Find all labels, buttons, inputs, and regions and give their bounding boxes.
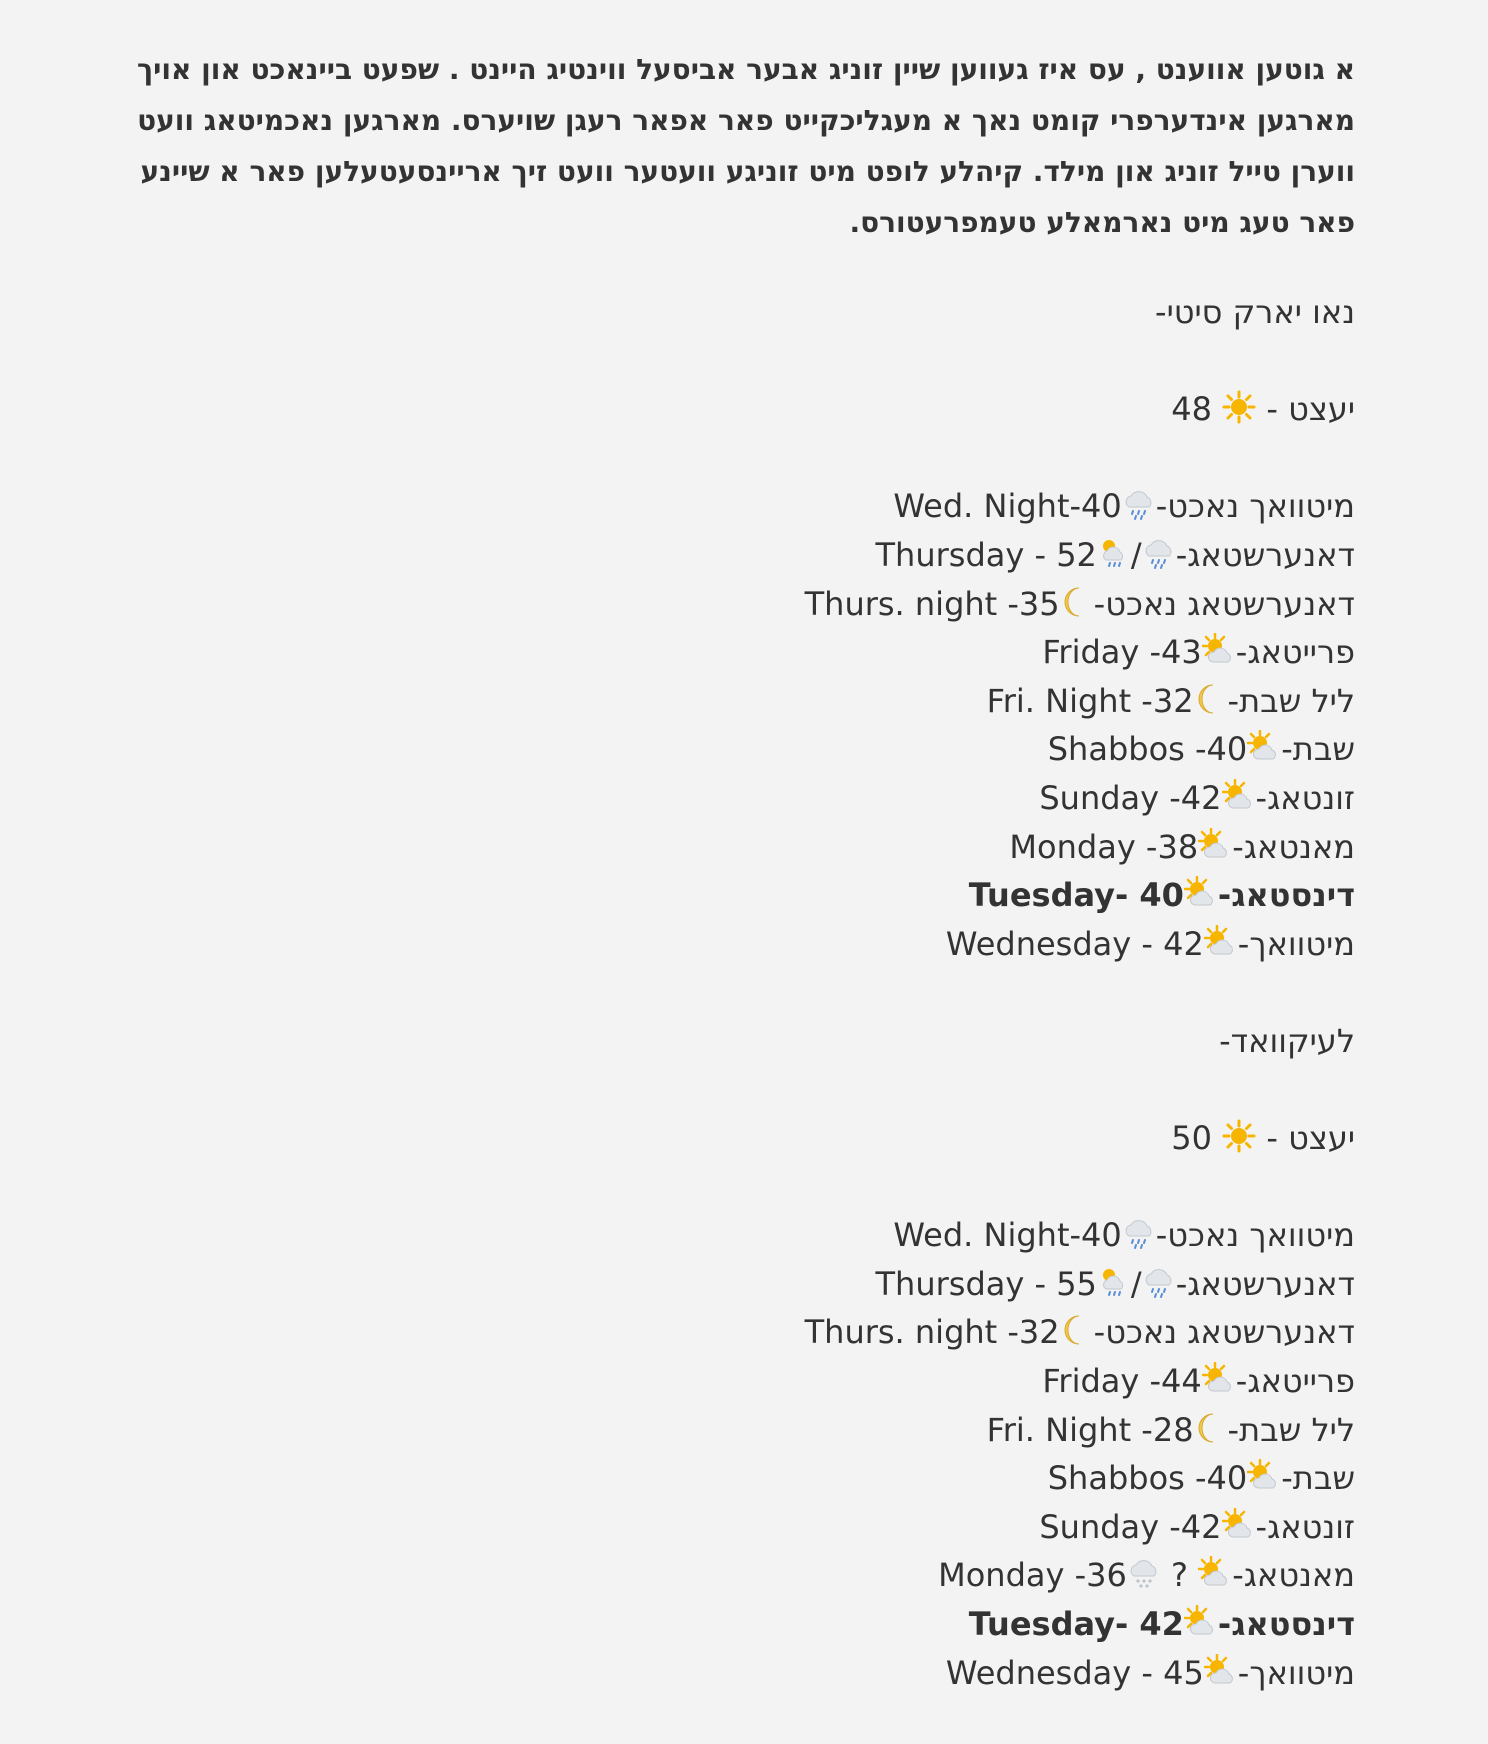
forecast-row (85, 1649, 1355, 1698)
blank-line (85, 1163, 1355, 1212)
spacer (1212, 1119, 1222, 1157)
forecast-row (85, 1551, 1355, 1600)
current-value: 48 (1171, 390, 1213, 429)
day-label-hebrew: זונטאג- (1255, 1507, 1355, 1546)
sun-icon (1222, 390, 1256, 424)
day-label-english: Wednesday - 45 (945, 1653, 1204, 1692)
day-label-hebrew: שבת- (1281, 1459, 1355, 1498)
sun-cloud-icon (1247, 1459, 1281, 1493)
city-name: לעיקוואד- (1219, 1021, 1355, 1060)
forecast-row (85, 1503, 1355, 1552)
day-label-english: Thurs. night -35 (804, 584, 1060, 623)
day-label-hebrew: דינסטאג- (1217, 1605, 1355, 1644)
current-label: יעצט - (1256, 1119, 1355, 1158)
day-label-english: Thurs. night -32 (804, 1313, 1060, 1352)
day-label-english: Shabbos -40 (1047, 1459, 1248, 1498)
day-label-english: Wednesday - 42 (945, 924, 1204, 963)
rain-cloud-icon (1122, 487, 1156, 521)
day-label-hebrew: דאנערשטאג- (1175, 535, 1355, 574)
forecast-row (85, 1454, 1355, 1503)
sun-icon (1222, 1119, 1256, 1153)
blank-line (85, 1066, 1355, 1115)
question-mark: ? (1160, 1556, 1199, 1595)
day-label-english: Wed. Night-40 (893, 1216, 1122, 1255)
forecast-row (85, 725, 1355, 774)
city-heading (85, 288, 1355, 337)
slash-separator: / (1130, 535, 1142, 574)
day-label-english: Monday -36 (938, 1556, 1127, 1595)
day-label-english: Thursday - 52 (875, 535, 1097, 574)
forecast-row (85, 1211, 1355, 1260)
day-label-english: Tuesday- 42 (968, 1605, 1184, 1644)
blank-line (85, 337, 1355, 386)
sun-rain-cloud-icon (1097, 1265, 1131, 1299)
day-label-english: Monday -38 (1009, 827, 1199, 866)
intro-paragraph: א גוטען אווענט , עס איז געווען שיין זוניג אבער אביסעל ווינטיג היינט . שפעט ביינאכט און אויך מארגען אינדערפרי קומט נאך א מעגליכקייט פאר אפאר רעגן שויערס. מארגען נאכמיטאג וועט ווערן טייל זוניג און מילד. קיהלע לופט מיט זוניגע וועטער וועט זיך אריינסעטעלען פאר א שיינע פאר טעג מיט נארמאלע טעמפרעטורס. (137, 53, 1355, 239)
current-value: 50 (1171, 1119, 1213, 1158)
sun-cloud-icon (1204, 1654, 1238, 1688)
sun-cloud-icon (1204, 925, 1238, 959)
day-label-english: Sunday -42 (1039, 778, 1222, 817)
day-label-hebrew: מאנטאג- (1232, 1556, 1355, 1595)
city-heading (85, 1017, 1355, 1066)
sun-cloud-icon (1222, 1508, 1256, 1542)
sun-cloud-icon (1222, 779, 1256, 813)
day-label-hebrew: מיטוואך נאכט- (1155, 487, 1355, 526)
city-name: נאו יארק סיטי- (1155, 293, 1355, 331)
day-label-hebrew: מיטוואך- (1237, 924, 1355, 963)
forecast-row (85, 920, 1355, 969)
moon-icon (1194, 682, 1228, 716)
rain-cloud-icon (1142, 1265, 1176, 1299)
day-label-hebrew: ליל שבת- (1227, 1410, 1355, 1449)
day-label-hebrew: ליל שבת- (1227, 681, 1355, 720)
day-label-hebrew: מיטוואך נאכט- (1155, 1216, 1355, 1255)
rain-cloud-icon (1142, 536, 1176, 570)
sun-cloud-icon (1198, 1556, 1232, 1590)
forecast-row (85, 1260, 1355, 1309)
current-temperature (85, 385, 1355, 434)
day-label-hebrew: זונטאג- (1255, 778, 1355, 817)
forecast-sections (85, 288, 1355, 1697)
forecast-row (85, 1406, 1355, 1455)
sun-cloud-icon (1184, 1605, 1218, 1639)
moon-icon (1060, 585, 1094, 619)
day-label-hebrew: שבת- (1281, 730, 1355, 769)
slash-separator: / (1130, 1264, 1142, 1303)
day-label-english: Wed. Night-40 (893, 487, 1122, 526)
forecast-row (85, 580, 1355, 629)
blank-line (85, 968, 1355, 1017)
forecast-row (85, 628, 1355, 677)
current-label: יעצט - (1256, 390, 1355, 429)
forecast-row (85, 531, 1355, 580)
sun-rain-cloud-icon (1097, 536, 1131, 570)
day-label-hebrew: פרייטאג- (1235, 633, 1355, 672)
sun-cloud-icon (1184, 876, 1218, 910)
note-document (85, 44, 1355, 1697)
forecast-row (85, 1600, 1355, 1649)
sun-cloud-icon (1198, 828, 1232, 862)
forecast-row (85, 1357, 1355, 1406)
day-label-english: Friday -44 (1042, 1362, 1202, 1401)
forecast-row (85, 774, 1355, 823)
day-label-hebrew: מאנטאג- (1232, 827, 1355, 866)
sun-cloud-icon (1202, 633, 1236, 667)
current-temperature (85, 1114, 1355, 1163)
day-label-hebrew: מיטוואך- (1237, 1653, 1355, 1692)
forecast-row (85, 1308, 1355, 1357)
forecast-row (85, 482, 1355, 531)
blank-line (85, 434, 1355, 483)
rain-cloud-icon (1122, 1216, 1156, 1250)
day-label-hebrew: דאנערשטאג- (1175, 1264, 1355, 1303)
forecast-row (85, 823, 1355, 872)
forecast-row (85, 677, 1355, 726)
day-label-hebrew: פרייטאג- (1235, 1362, 1355, 1401)
day-label-english: Sunday -42 (1039, 1507, 1222, 1546)
sun-cloud-icon (1247, 730, 1281, 764)
day-label-english: Friday -43 (1042, 633, 1202, 672)
snow-cloud-icon (1127, 1556, 1161, 1590)
sun-cloud-icon (1202, 1362, 1236, 1396)
day-label-hebrew: דאנערשטאג נאכט- (1093, 584, 1355, 623)
forecast-row (85, 871, 1355, 920)
day-label-english: Shabbos -40 (1047, 730, 1248, 769)
day-label-hebrew: דאנערשטאג נאכט- (1093, 1313, 1355, 1352)
day-label-english: Fri. Night -28 (986, 1410, 1194, 1449)
spacer (1212, 390, 1222, 428)
day-label-english: Thursday - 55 (875, 1264, 1097, 1303)
moon-icon (1060, 1313, 1094, 1347)
moon-icon (1194, 1411, 1228, 1445)
day-label-hebrew: דינסטאג- (1217, 876, 1355, 915)
day-label-english: Fri. Night -32 (986, 681, 1194, 720)
day-label-english: Tuesday- 40 (968, 876, 1184, 915)
